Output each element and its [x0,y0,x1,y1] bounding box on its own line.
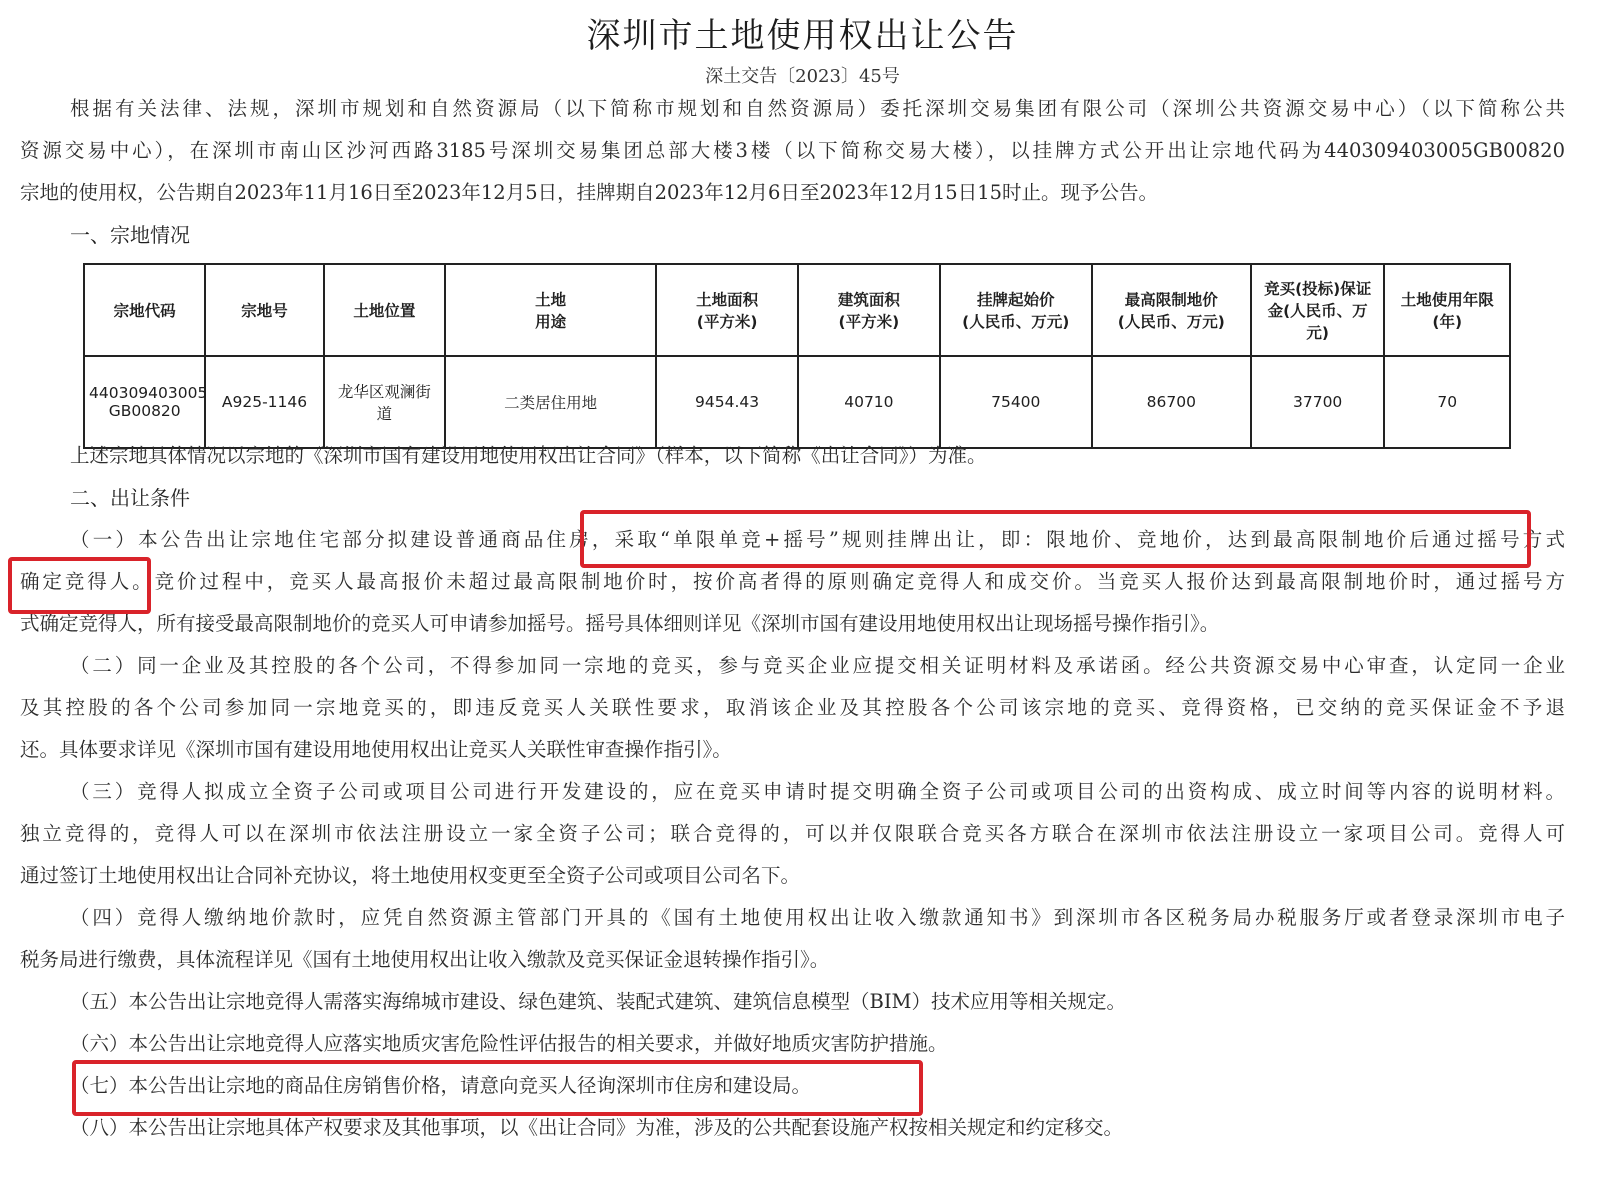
table-cell: 40710 [798,356,940,448]
section-2-heading: 二、出让条件 [70,486,190,510]
intro-line-2: 资源交易中心），在深圳市南山区沙河西路3185号深圳交易集团总部大楼3楼（以下简称交易大楼），以挂牌方式公开出让宗地代码为440309403005GB00820 [20,139,1565,162]
table-cell: 75400 [940,356,1092,448]
table-cell: 86700 [1092,356,1251,448]
table-cell: 9454.43 [656,356,798,448]
condition-line: （三）竞得人拟成立全资子公司或项目公司进行开发建设的，应在竞买申请时提交明确全资子公司或项目公司的出资构成、成立时间等内容的说明材料。 [70,780,1565,803]
table-cell: 70 [1384,356,1510,448]
condition-line: 式确定竞得人，所有接受最高限制地价的竞买人可申请参加摇号。摇号具体细则详见《深圳市国有建设用地使用权出让现场摇号操作指引》。 [20,612,1220,635]
condition-line: （六）本公告出让宗地竞得人应落实地质灾害危险性评估报告的相关要求，并做好地质灾害防护措施。 [70,1032,948,1055]
header-cell: 建筑面积 (平方米) [798,264,940,356]
table-cell: 二类居住用地 [445,356,656,448]
header-cell: 土地 用途 [445,264,656,356]
condition-line: （八）本公告出让宗地具体产权要求及其他事项，以《出让合同》为准，涉及的公共配套设施产权按相关规定和约定移交。 [70,1116,1124,1139]
table-cell: A925-1146 [205,356,323,448]
notice-title: 深圳市土地使用权出让公告 [586,16,1019,56]
header-cell: 宗地代码 [84,264,205,356]
header-cell: 挂牌起始价 (人民币、万元) [940,264,1092,356]
table-note: 上述宗地具体情况以宗地的《深圳市国有建设用地使用权出让合同》（样本，以下简称《出让合同》）为准。 [70,444,987,467]
table-header-row [84,264,1510,356]
intro-line-1: 根据有关法律、法规，深圳市规划和自然资源局（以下简称市规划和自然资源局）委托深圳交易集团有限公司（深圳公共资源交易中心）（以下简称公共 [70,97,1565,120]
table-cell: 37700 [1251,356,1385,448]
condition-line: （五）本公告出让宗地竞得人需落实海绵城市建设、绿色建筑、装配式建筑、建筑信息模型（BIM）技术应用等相关规定。 [70,990,1126,1013]
header-cell: 最高限制地价 (人民币、万元) [1092,264,1251,356]
section-1-heading: 一、宗地情况 [70,223,190,247]
document-number: 深土交告〔2023〕45号 [705,66,900,87]
condition-line: （二）同一企业及其控股的各个公司，不得参加同一宗地的竞买，参与竞买企业应提交相关证明材料及承诺函。经公共资源交易中心审查，认定同一企业 [70,654,1565,677]
table-cell: 440309403005 GB00820 [84,356,205,448]
condition-line: （七）本公告出让宗地的商品住房销售价格，请意向竞买人径询深圳市住房和建设局。 [70,1074,812,1097]
table-cell: 龙华区观澜街 道 [324,356,445,448]
intro-line-3: 宗地的使用权，公告期自2023年11月16日至2023年12月5日，挂牌期自2023年12月6日至2023年12月15日15时止。现予公告。 [20,181,1159,204]
land-parcel-table [83,263,1511,449]
header-cell: 土地使用年限 (年) [1384,264,1510,356]
condition-line: 通过签订土地使用权出让合同补充协议，将土地使用权变更至全资子公司或项目公司名下。 [20,864,801,887]
condition-line: 独立竞得的，竞得人可以在深圳市依法注册设立一家全资子公司；联合竞得的，可以并仅限联合竞买各方联合在深圳市依法注册设立一家项目公司。竞得人可 [20,822,1565,845]
header-cell: 竞买(投标)保证 金(人民币、万 元) [1251,264,1385,356]
condition-line: 税务局进行缴费，具体流程详见《国有土地使用权出让收入缴款及竞买保证金退转操作指引》。 [20,948,830,971]
header-cell: 土地位置 [324,264,445,356]
header-cell: 宗地号 [205,264,323,356]
condition-line: 还。具体要求详见《深圳市国有建设用地使用权出让竞买人关联性审查操作指引》。 [20,738,732,761]
condition-line: 确定竞得人。竞价过程中，竞买人最高报价未超过最高限制地价时，按价高者得的原则确定竞得人和成交价。当竞买人报价达到最高限制地价时，通过摇号方 [20,570,1565,593]
header-cell: 土地面积 (平方米) [656,264,798,356]
condition-line: 及其控股的各个公司参加同一宗地竞买的，即违反竞买人关联性要求，取消该企业及其控股各个公司该宗地的竞买、竞得资格，已交纳的竞买保证金不予退 [20,696,1565,719]
condition-line: （一）本公告出让宗地住宅部分拟建设普通商品住房，采取“单限单竞+摇号”规则挂牌出让，即：限地价、竞地价，达到最高限制地价后通过摇号方式 [70,528,1565,551]
condition-line: （四）竞得人缴纳地价款时，应凭自然资源主管部门开具的《国有土地使用权出让收入缴款通知书》到深圳市各区税务局办税服务厅或者登录深圳市电子 [70,906,1565,929]
